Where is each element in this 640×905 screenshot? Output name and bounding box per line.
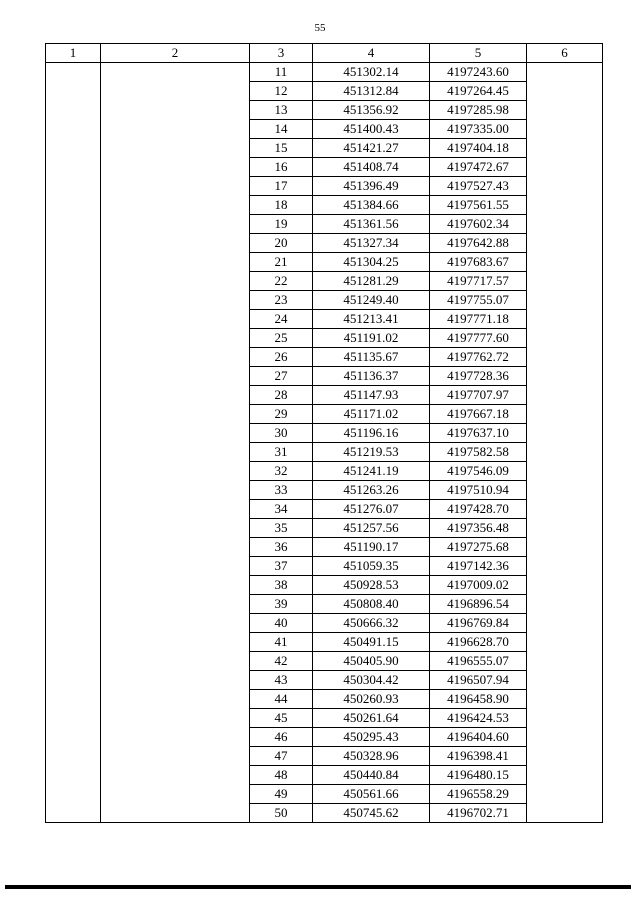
y-coordinate-cell: 4196404.60 bbox=[430, 728, 527, 747]
column-1-merged-cell bbox=[46, 63, 101, 823]
point-number-cell: 48 bbox=[250, 766, 313, 785]
x-coordinate-cell: 451312.84 bbox=[313, 82, 430, 101]
x-coordinate-cell: 451213.41 bbox=[313, 310, 430, 329]
point-number-cell: 11 bbox=[250, 63, 313, 82]
y-coordinate-cell: 4197777.60 bbox=[430, 329, 527, 348]
point-number-cell: 28 bbox=[250, 386, 313, 405]
x-coordinate-cell: 451421.27 bbox=[313, 139, 430, 158]
x-coordinate-cell: 450304.42 bbox=[313, 671, 430, 690]
y-coordinate-cell: 4197527.43 bbox=[430, 177, 527, 196]
x-coordinate-cell: 451327.34 bbox=[313, 234, 430, 253]
point-number-cell: 33 bbox=[250, 481, 313, 500]
point-number-cell: 29 bbox=[250, 405, 313, 424]
y-coordinate-cell: 4196558.29 bbox=[430, 785, 527, 804]
x-coordinate-cell: 451171.02 bbox=[313, 405, 430, 424]
x-coordinate-cell: 451263.26 bbox=[313, 481, 430, 500]
point-number-cell: 19 bbox=[250, 215, 313, 234]
y-coordinate-cell: 4197683.67 bbox=[430, 253, 527, 272]
point-number-cell: 46 bbox=[250, 728, 313, 747]
point-number-cell: 13 bbox=[250, 101, 313, 120]
x-coordinate-cell: 450745.62 bbox=[313, 804, 430, 823]
y-coordinate-cell: 4197009.02 bbox=[430, 576, 527, 595]
x-coordinate-cell: 451400.43 bbox=[313, 120, 430, 139]
y-coordinate-cell: 4197335.00 bbox=[430, 120, 527, 139]
point-number-cell: 31 bbox=[250, 443, 313, 462]
y-coordinate-cell: 4196480.15 bbox=[430, 766, 527, 785]
column-header-5: 5 bbox=[430, 44, 527, 63]
point-number-cell: 32 bbox=[250, 462, 313, 481]
point-number-cell: 50 bbox=[250, 804, 313, 823]
page-number: 55 bbox=[314, 22, 326, 34]
y-coordinate-cell: 4196507.94 bbox=[430, 671, 527, 690]
y-coordinate-cell: 4196398.41 bbox=[430, 747, 527, 766]
point-number-cell: 12 bbox=[250, 82, 313, 101]
point-number-cell: 17 bbox=[250, 177, 313, 196]
y-coordinate-cell: 4197642.88 bbox=[430, 234, 527, 253]
x-coordinate-cell: 451136.37 bbox=[313, 367, 430, 386]
point-number-cell: 22 bbox=[250, 272, 313, 291]
y-coordinate-cell: 4196896.54 bbox=[430, 595, 527, 614]
table-body bbox=[46, 63, 603, 823]
point-number-cell: 47 bbox=[250, 747, 313, 766]
y-coordinate-cell: 4197582.58 bbox=[430, 443, 527, 462]
y-coordinate-cell: 4196769.84 bbox=[430, 614, 527, 633]
y-coordinate-cell: 4196555.07 bbox=[430, 652, 527, 671]
y-coordinate-cell: 4197285.98 bbox=[430, 101, 527, 120]
table-row bbox=[46, 63, 603, 82]
point-number-cell: 27 bbox=[250, 367, 313, 386]
x-coordinate-cell: 450295.43 bbox=[313, 728, 430, 747]
y-coordinate-cell: 4196424.53 bbox=[430, 709, 527, 728]
point-number-cell: 18 bbox=[250, 196, 313, 215]
x-coordinate-cell: 451281.29 bbox=[313, 272, 430, 291]
bottom-rule bbox=[5, 885, 631, 889]
x-coordinate-cell: 451361.56 bbox=[313, 215, 430, 234]
point-number-cell: 30 bbox=[250, 424, 313, 443]
y-coordinate-cell: 4197472.67 bbox=[430, 158, 527, 177]
x-coordinate-cell: 451384.66 bbox=[313, 196, 430, 215]
point-number-cell: 15 bbox=[250, 139, 313, 158]
x-coordinate-cell: 451196.16 bbox=[313, 424, 430, 443]
x-coordinate-cell: 450808.40 bbox=[313, 595, 430, 614]
x-coordinate-cell: 450440.84 bbox=[313, 766, 430, 785]
point-number-cell: 41 bbox=[250, 633, 313, 652]
y-coordinate-cell: 4197275.68 bbox=[430, 538, 527, 557]
x-coordinate-cell: 451396.49 bbox=[313, 177, 430, 196]
x-coordinate-cell: 451249.40 bbox=[313, 291, 430, 310]
y-coordinate-cell: 4197561.55 bbox=[430, 196, 527, 215]
x-coordinate-cell: 450491.15 bbox=[313, 633, 430, 652]
y-coordinate-cell: 4197602.34 bbox=[430, 215, 527, 234]
x-coordinate-cell: 451135.67 bbox=[313, 348, 430, 367]
y-coordinate-cell: 4197637.10 bbox=[430, 424, 527, 443]
y-coordinate-cell: 4197728.36 bbox=[430, 367, 527, 386]
y-coordinate-cell: 4197546.09 bbox=[430, 462, 527, 481]
x-coordinate-cell: 451241.19 bbox=[313, 462, 430, 481]
point-number-cell: 43 bbox=[250, 671, 313, 690]
point-number-cell: 21 bbox=[250, 253, 313, 272]
point-number-cell: 44 bbox=[250, 690, 313, 709]
column-2-merged-cell bbox=[101, 63, 250, 823]
x-coordinate-cell: 451304.25 bbox=[313, 253, 430, 272]
x-coordinate-cell: 451302.14 bbox=[313, 63, 430, 82]
x-coordinate-cell: 451408.74 bbox=[313, 158, 430, 177]
y-coordinate-cell: 4197717.57 bbox=[430, 272, 527, 291]
point-number-cell: 14 bbox=[250, 120, 313, 139]
column-header-3: 3 bbox=[250, 44, 313, 63]
y-coordinate-cell: 4197707.97 bbox=[430, 386, 527, 405]
point-number-cell: 24 bbox=[250, 310, 313, 329]
column-header-1: 1 bbox=[46, 44, 101, 63]
point-number-cell: 49 bbox=[250, 785, 313, 804]
x-coordinate-cell: 450928.53 bbox=[313, 576, 430, 595]
point-number-cell: 25 bbox=[250, 329, 313, 348]
x-coordinate-cell: 451276.07 bbox=[313, 500, 430, 519]
column-header-6: 6 bbox=[527, 44, 603, 63]
y-coordinate-cell: 4196702.71 bbox=[430, 804, 527, 823]
x-coordinate-cell: 451191.02 bbox=[313, 329, 430, 348]
x-coordinate-cell: 451190.17 bbox=[313, 538, 430, 557]
header-row bbox=[46, 44, 603, 63]
y-coordinate-cell: 4196458.90 bbox=[430, 690, 527, 709]
point-number-cell: 34 bbox=[250, 500, 313, 519]
point-number-cell: 37 bbox=[250, 557, 313, 576]
point-number-cell: 39 bbox=[250, 595, 313, 614]
y-coordinate-cell: 4197510.94 bbox=[430, 481, 527, 500]
y-coordinate-cell: 4197755.07 bbox=[430, 291, 527, 310]
y-coordinate-cell: 4197264.45 bbox=[430, 82, 527, 101]
x-coordinate-cell: 450666.32 bbox=[313, 614, 430, 633]
x-coordinate-cell: 450260.93 bbox=[313, 690, 430, 709]
x-coordinate-cell: 451059.35 bbox=[313, 557, 430, 576]
point-number-cell: 42 bbox=[250, 652, 313, 671]
point-number-cell: 26 bbox=[250, 348, 313, 367]
x-coordinate-cell: 450405.90 bbox=[313, 652, 430, 671]
y-coordinate-cell: 4197667.18 bbox=[430, 405, 527, 424]
y-coordinate-cell: 4197356.48 bbox=[430, 519, 527, 538]
y-coordinate-cell: 4196628.70 bbox=[430, 633, 527, 652]
point-number-cell: 23 bbox=[250, 291, 313, 310]
x-coordinate-cell: 450261.64 bbox=[313, 709, 430, 728]
coordinates-table bbox=[45, 43, 603, 823]
column-header-4: 4 bbox=[313, 44, 430, 63]
y-coordinate-cell: 4197142.36 bbox=[430, 557, 527, 576]
y-coordinate-cell: 4197428.70 bbox=[430, 500, 527, 519]
x-coordinate-cell: 451147.93 bbox=[313, 386, 430, 405]
y-coordinate-cell: 4197404.18 bbox=[430, 139, 527, 158]
x-coordinate-cell: 451356.92 bbox=[313, 101, 430, 120]
y-coordinate-cell: 4197771.18 bbox=[430, 310, 527, 329]
point-number-cell: 20 bbox=[250, 234, 313, 253]
x-coordinate-cell: 450328.96 bbox=[313, 747, 430, 766]
point-number-cell: 40 bbox=[250, 614, 313, 633]
x-coordinate-cell: 451219.53 bbox=[313, 443, 430, 462]
y-coordinate-cell: 4197243.60 bbox=[430, 63, 527, 82]
column-header-2: 2 bbox=[101, 44, 250, 63]
point-number-cell: 45 bbox=[250, 709, 313, 728]
column-6-merged-cell bbox=[527, 63, 603, 823]
point-number-cell: 16 bbox=[250, 158, 313, 177]
point-number-cell: 38 bbox=[250, 576, 313, 595]
point-number-cell: 35 bbox=[250, 519, 313, 538]
x-coordinate-cell: 450561.66 bbox=[313, 785, 430, 804]
y-coordinate-cell: 4197762.72 bbox=[430, 348, 527, 367]
point-number-cell: 36 bbox=[250, 538, 313, 557]
x-coordinate-cell: 451257.56 bbox=[313, 519, 430, 538]
